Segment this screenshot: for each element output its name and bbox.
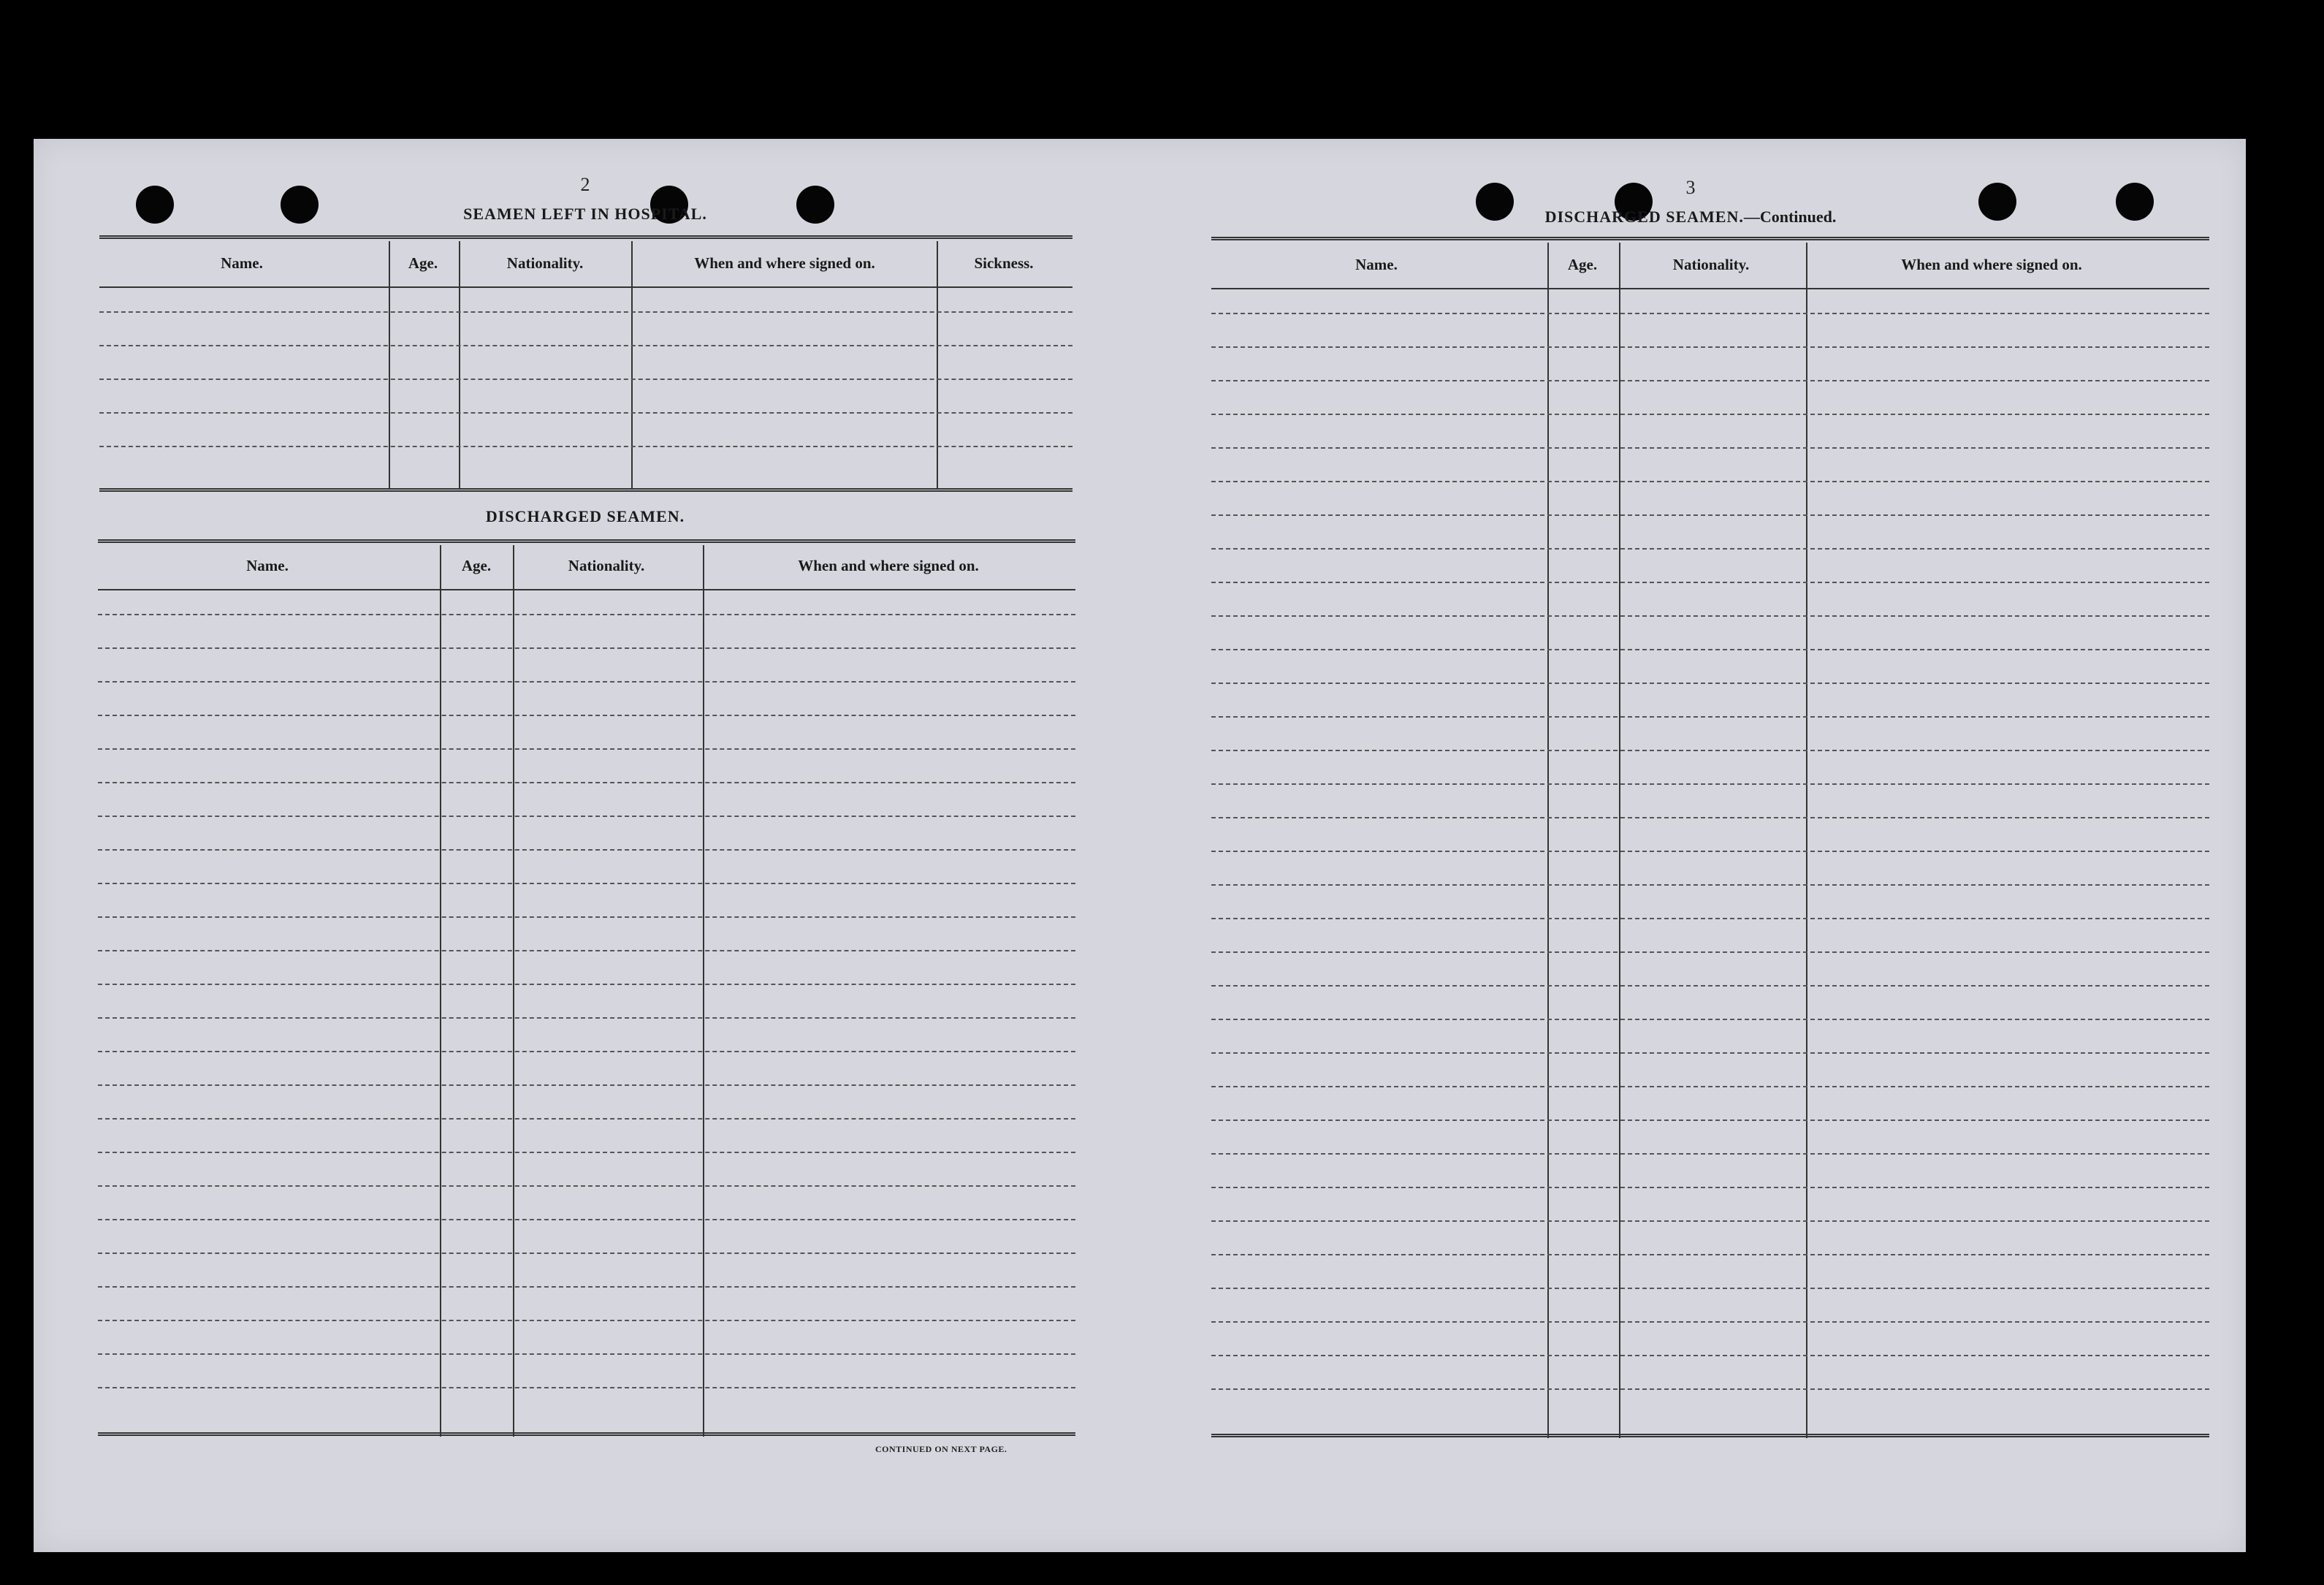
column-divider <box>937 241 938 490</box>
table-row <box>1211 481 2209 482</box>
table-row <box>99 412 1073 414</box>
table-row <box>98 1152 1075 1153</box>
table-row <box>1211 1288 2209 1289</box>
table-row <box>1211 1153 2209 1155</box>
header-rule <box>1211 288 2209 289</box>
table-row <box>1211 1120 2209 1121</box>
table-row <box>1211 380 2209 381</box>
table-row <box>1211 884 2209 886</box>
table-row <box>1211 716 2209 718</box>
section-title-discharged: DISCHARGED SEAMEN. <box>485 507 685 525</box>
manifest-sheet <box>34 139 2246 1552</box>
table-row <box>98 1084 1075 1086</box>
footer-note: CONTINUED ON NEXT PAGE. <box>875 1444 1007 1454</box>
col-header-age: Age. <box>1567 256 1598 273</box>
table-row <box>1211 1388 2209 1390</box>
table-row <box>99 446 1073 447</box>
table-row <box>98 748 1075 750</box>
table-row <box>1211 1355 2209 1356</box>
punch-hole <box>2116 183 2154 221</box>
table-top-rule <box>99 235 1073 239</box>
section-title-discharged-continued <box>1545 208 1837 227</box>
table-row <box>1211 1052 2209 1054</box>
table-row <box>98 782 1075 783</box>
col-header-name: Name. <box>1355 256 1398 273</box>
column-divider <box>1619 243 1620 1438</box>
col-header-age: Age. <box>461 557 492 574</box>
table-row <box>1211 750 2209 751</box>
section-title-text: DISCHARGED SEAMEN. <box>1544 208 1744 226</box>
punch-hole <box>796 186 834 224</box>
table-bottom-rule <box>1211 1434 2209 1437</box>
header-rule <box>99 286 1073 288</box>
table-row <box>1211 414 2209 415</box>
col-header-name: Name. <box>221 254 263 272</box>
table-row <box>1211 851 2209 852</box>
table-top-rule <box>98 539 1075 543</box>
table-row <box>98 1185 1075 1187</box>
table-row <box>98 1051 1075 1052</box>
page-number: 3 <box>1685 177 1696 198</box>
table-row <box>1211 1187 2209 1188</box>
table-row <box>1211 985 2209 987</box>
table-row <box>1211 548 2209 550</box>
table-row <box>1211 951 2209 953</box>
table-row <box>98 1387 1075 1388</box>
table-row <box>99 311 1073 313</box>
table-row <box>98 715 1075 716</box>
table-bottom-rule <box>99 488 1073 492</box>
table-row <box>1211 918 2209 919</box>
table-row <box>98 816 1075 817</box>
column-divider <box>513 545 514 1437</box>
table-row <box>99 345 1073 346</box>
column-divider <box>703 545 704 1437</box>
table-row <box>1211 1086 2209 1087</box>
col-header-signed-on: When and where signed on. <box>1901 256 2082 273</box>
table-row <box>1211 817 2209 818</box>
column-divider <box>631 241 633 490</box>
table-top-rule <box>1211 237 2209 240</box>
column-divider <box>1547 243 1549 1438</box>
section-title-suffix: —Continued. <box>1743 208 1837 226</box>
table-row <box>1211 1321 2209 1323</box>
table-row <box>98 984 1075 985</box>
table-row <box>98 950 1075 951</box>
table-row <box>98 1353 1075 1355</box>
table-row <box>98 1286 1075 1288</box>
table-bottom-rule <box>98 1432 1075 1436</box>
table-row <box>1211 1019 2209 1020</box>
table-row <box>1211 649 2209 650</box>
table-row <box>98 614 1075 615</box>
table-row <box>98 1253 1075 1254</box>
table-row <box>98 1320 1075 1321</box>
column-divider <box>459 241 460 490</box>
table-row <box>1211 683 2209 684</box>
table-row <box>98 1219 1075 1220</box>
table-row <box>1211 1254 2209 1255</box>
table-row <box>1211 582 2209 583</box>
table-row <box>1211 783 2209 785</box>
col-header-name: Name. <box>246 557 289 574</box>
section-title-hospital: SEAMEN LEFT IN HOSPITAL. <box>463 205 707 223</box>
table-row <box>1211 313 2209 314</box>
col-header-nationality: Nationality. <box>568 557 645 574</box>
punch-hole <box>1476 183 1514 221</box>
col-header-age: Age. <box>408 254 438 272</box>
table-row <box>98 1118 1075 1120</box>
col-header-signed-on: When and where signed on. <box>798 557 979 574</box>
table-row <box>98 849 1075 851</box>
col-header-nationality: Nationality. <box>1672 256 1750 273</box>
column-divider <box>1806 243 1807 1438</box>
column-divider <box>440 545 441 1437</box>
header-rule <box>98 589 1075 590</box>
col-header-nationality: Nationality. <box>506 254 584 272</box>
page-number: 2 <box>580 174 590 195</box>
col-header-signed-on: When and where signed on. <box>694 254 875 272</box>
table-row <box>98 681 1075 683</box>
table-row <box>98 647 1075 649</box>
table-row <box>1211 514 2209 516</box>
table-row <box>1211 346 2209 348</box>
punch-hole <box>136 186 174 224</box>
table-row <box>98 883 1075 884</box>
table-row <box>98 1017 1075 1019</box>
table-row <box>1211 1220 2209 1222</box>
table-row <box>1211 447 2209 449</box>
table-row <box>1211 615 2209 617</box>
punch-hole <box>1978 183 2016 221</box>
col-header-sickness: Sickness. <box>974 254 1034 272</box>
table-row <box>98 916 1075 918</box>
punch-hole <box>281 186 319 224</box>
column-divider <box>389 241 390 490</box>
table-row <box>99 379 1073 380</box>
